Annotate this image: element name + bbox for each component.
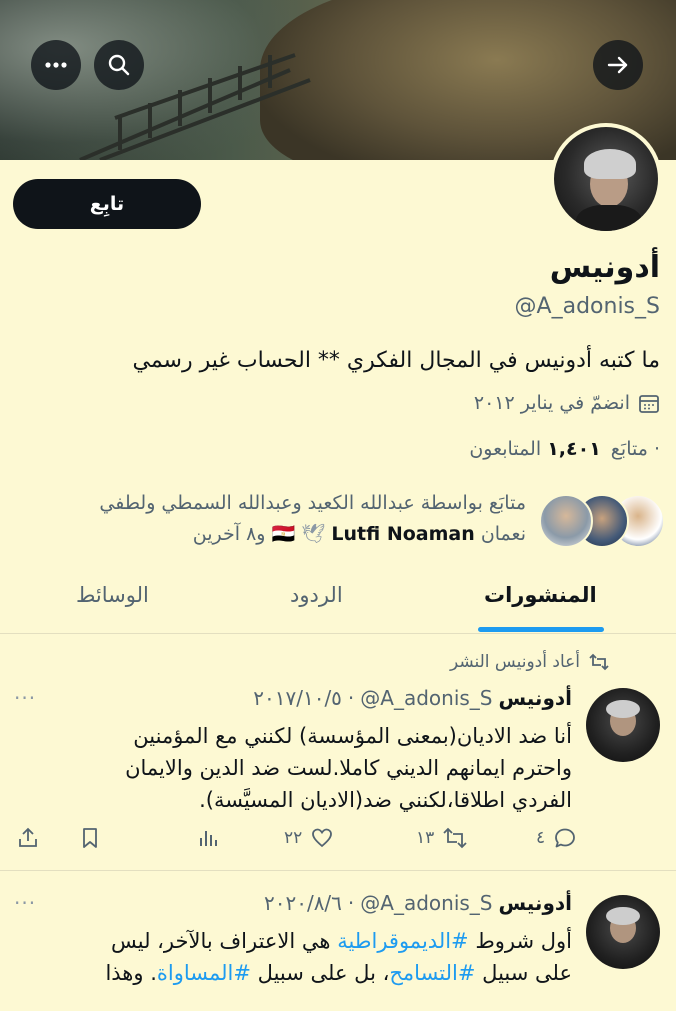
repost-indicator bbox=[450, 652, 610, 672]
post-date[interactable]: ٢٠١٧/١٠/٥ bbox=[253, 686, 342, 710]
avatar bbox=[539, 494, 593, 548]
followers-count: ١,٤٠١ bbox=[547, 438, 601, 460]
tab-replies[interactable]: الردود bbox=[290, 583, 343, 607]
more-horizontal-icon bbox=[43, 52, 69, 78]
banner-stairs bbox=[40, 0, 340, 160]
followers-link[interactable]: ١,٤٠١ المتابعون bbox=[469, 438, 601, 460]
post[interactable] bbox=[0, 871, 676, 1011]
post-date[interactable]: ٢٠٢٠/٨/٦ bbox=[263, 891, 342, 915]
follow-button[interactable]: تابِع bbox=[13, 179, 201, 229]
share-icon bbox=[16, 826, 40, 850]
reply-button[interactable] bbox=[536, 826, 577, 850]
followed-by-name: Lutfi Noaman bbox=[331, 523, 475, 545]
likes-count: ٢٢ bbox=[284, 828, 303, 848]
replies-count: ٤ bbox=[536, 828, 546, 848]
views-icon bbox=[196, 826, 220, 850]
tab-posts[interactable]: المنشورات bbox=[484, 583, 597, 607]
post-more-button[interactable]: ··· bbox=[14, 891, 37, 915]
post-avatar[interactable] bbox=[586, 895, 660, 969]
post-text: أول شروط #الديموقراطية هي الاعتراف بالآخر، ليس على سبيل #التسامح، بل على سبيل #المساواة. وهذا bbox=[105, 929, 572, 985]
calendar-icon bbox=[638, 392, 660, 414]
post-author[interactable]: أدونيس bbox=[498, 891, 572, 915]
followed-by-line: متابَع بواسطة عبدالله الكعيد وعبدالله السمطي ولطفي bbox=[99, 492, 526, 514]
followed-by-text[interactable] bbox=[16, 488, 526, 550]
post-avatar[interactable] bbox=[586, 688, 660, 762]
tab-media[interactable]: الوسائط bbox=[76, 583, 149, 607]
reply-icon bbox=[553, 826, 577, 850]
repost-label: أعاد أدونيس النشر bbox=[449, 652, 580, 672]
joined-text: انضمّ في يناير ٢٠١٢ bbox=[473, 392, 630, 414]
profile-photo bbox=[554, 127, 658, 231]
hashtag-link[interactable]: #المساواة bbox=[156, 961, 251, 985]
flag-emoji: 🇪🇬 bbox=[271, 523, 296, 545]
reposts-count: ١٣ bbox=[416, 828, 435, 848]
post-text: أنا ضد الاديان(بمعنى المؤسسة) لكنني مع المؤمنين واحترم ايمانهم الديني كاملا.لست ضد الدين والايمان الفردي اطلاقا،لكنني ضد(الاديان المسيَّسة). bbox=[125, 724, 572, 812]
search-icon bbox=[107, 53, 131, 77]
arrow-right-icon bbox=[606, 53, 630, 77]
repost-button[interactable] bbox=[416, 826, 468, 850]
profile-name: أدونيس bbox=[549, 250, 660, 285]
profile-avatar[interactable] bbox=[550, 123, 662, 235]
heart-icon bbox=[310, 826, 334, 850]
share-button[interactable] bbox=[16, 826, 40, 850]
followed-by-avatars[interactable] bbox=[535, 494, 661, 548]
joined-date bbox=[474, 392, 660, 414]
post-more-button[interactable]: ··· bbox=[14, 686, 37, 710]
dove-emoji: 🕊 bbox=[301, 523, 326, 545]
bookmark-button[interactable] bbox=[78, 826, 102, 850]
repost-icon bbox=[588, 652, 610, 672]
back-button[interactable] bbox=[593, 40, 643, 90]
search-button[interactable] bbox=[94, 40, 144, 90]
like-button[interactable] bbox=[284, 826, 334, 850]
repost-icon bbox=[442, 826, 468, 850]
profile-handle: @A_adonis_S bbox=[514, 294, 660, 319]
bookmark-icon bbox=[78, 826, 102, 850]
profile-tabs bbox=[0, 565, 676, 634]
follow-stats bbox=[469, 438, 660, 460]
post-header: أدونيس @A_adonis_S · ٢٠٢٠/٨/٦ bbox=[263, 891, 572, 915]
followed-by-line-2: نعمان 🇪🇬 🕊 Lutfi Noaman و٨ آخرين bbox=[192, 523, 526, 545]
profile-bio: ما كتبه أدونيس في المجال الفكري ** الحساب غير رسمي bbox=[132, 348, 660, 373]
post-header: أدونيس @A_adonis_S · ٢٠١٧/١٠/٥ bbox=[253, 686, 572, 710]
post-handle[interactable]: @A_adonis_S bbox=[360, 891, 493, 915]
more-button[interactable] bbox=[31, 40, 81, 90]
active-tab-indicator bbox=[478, 627, 604, 632]
post[interactable] bbox=[0, 634, 676, 871]
following-link[interactable]: · متابَع bbox=[610, 438, 660, 460]
post-handle[interactable]: @A_adonis_S bbox=[360, 686, 493, 710]
hashtag-link[interactable]: #التسامح bbox=[389, 961, 476, 985]
hashtag-link[interactable]: #الديموقراطية bbox=[337, 929, 469, 953]
post-author[interactable]: أدونيس bbox=[498, 686, 572, 710]
post-actions bbox=[16, 826, 576, 856]
views-button[interactable] bbox=[196, 826, 228, 850]
